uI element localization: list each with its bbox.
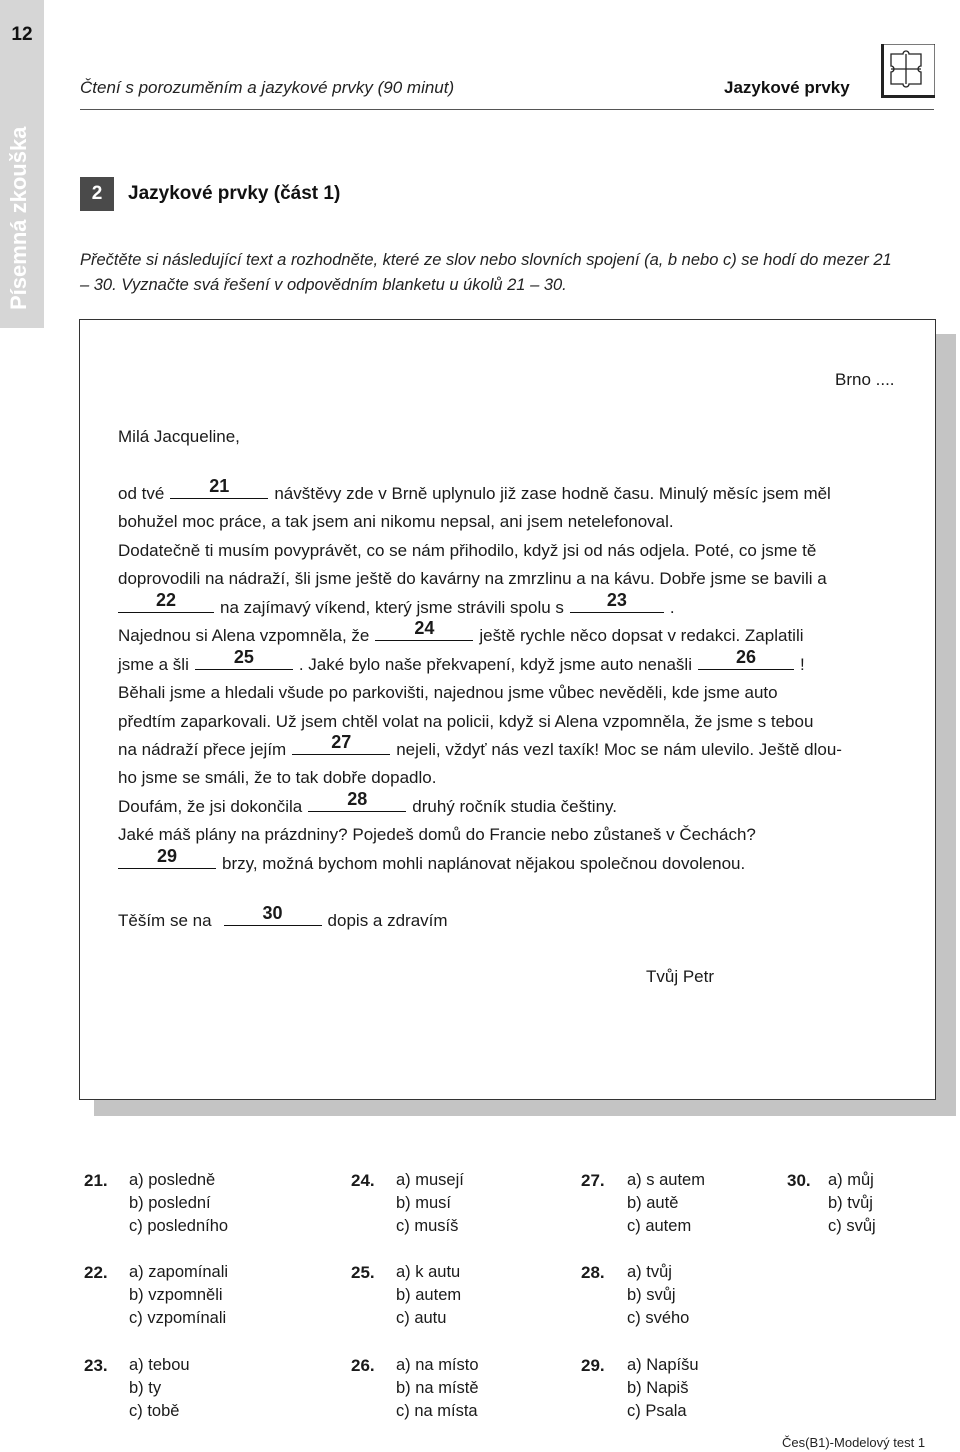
letter-line: jsme a šli 25 . Jaké bylo naše překvapení, když jsme auto nenašli 26 ! bbox=[118, 647, 805, 674]
letter-line: Dodatečně ti musím povyprávět, co se nám přihodilo, když jsi od nás odjela. Poté, co jsme tě bbox=[118, 541, 817, 560]
option-b: b) musí bbox=[396, 1194, 452, 1212]
letter-line: 29 brzy, možná bychom mohli naplánovat nějakou společnou dovolenou. bbox=[112, 854, 745, 874]
option-a: a) musejí bbox=[396, 1171, 464, 1189]
header-right-text: Jazykové prvky bbox=[724, 78, 850, 97]
option-b: b) ty bbox=[129, 1379, 162, 1397]
letter-line: Doufám, že jsi dokončila 28 druhý ročník studia češtiny. bbox=[118, 789, 617, 816]
option-b: b) svůj bbox=[627, 1286, 676, 1304]
letter-line: doprovodili na nádraží, šli jsme ještě do kavárny na zmrzlinu a na kávu. Dobře jsme se bavili a bbox=[118, 569, 827, 588]
gap-21: 21 bbox=[170, 484, 268, 499]
footer-text: Čes(B1)-Modelový test 1 bbox=[782, 1435, 926, 1450]
option-b: b) autě bbox=[627, 1194, 679, 1212]
option-c: c) svého bbox=[627, 1309, 690, 1327]
gap-28: 28 bbox=[308, 797, 406, 812]
option-number: 22. bbox=[84, 1263, 108, 1282]
section-title: Jazykové prvky (část 1) bbox=[128, 183, 341, 204]
option-number: 24. bbox=[351, 1171, 375, 1190]
option-number: 30. bbox=[787, 1171, 811, 1190]
option-group bbox=[396, 1261, 461, 1330]
gap-24: 24 bbox=[375, 626, 473, 641]
letter-signature: Tvůj Petr bbox=[646, 967, 715, 986]
gap-30: 30 bbox=[224, 911, 322, 926]
option-group bbox=[129, 1354, 190, 1423]
option-c: c) svůj bbox=[828, 1217, 876, 1235]
option-group bbox=[627, 1169, 705, 1238]
line-text: návštěvy zde v Brně uplynulo již zase hodně času. Minulý měsíc jsem měl bbox=[274, 484, 831, 503]
option-number: 25. bbox=[351, 1263, 375, 1282]
option-c: c) vzpomínali bbox=[129, 1309, 227, 1327]
line-text: od tvé bbox=[118, 484, 165, 503]
option-b: b) autem bbox=[396, 1286, 462, 1304]
option-b: b) vzpomněli bbox=[129, 1286, 223, 1304]
option-c: c) autem bbox=[627, 1217, 692, 1235]
option-number: 28. bbox=[581, 1263, 605, 1282]
header-left-text: Čtení s porozuměním a jazykové prvky (90 minut) bbox=[80, 78, 455, 97]
option-group bbox=[129, 1169, 228, 1238]
letter-greeting: Milá Jacqueline, bbox=[118, 427, 240, 446]
gap-25: 25 bbox=[195, 655, 293, 670]
gap-27: 27 bbox=[292, 740, 390, 755]
option-group bbox=[627, 1261, 689, 1330]
option-group bbox=[828, 1169, 876, 1238]
gap-22: 22 bbox=[118, 598, 214, 613]
option-number: 21. bbox=[84, 1171, 108, 1190]
puzzle-icon bbox=[881, 44, 935, 98]
option-c: c) Psala bbox=[627, 1402, 687, 1420]
option-b: b) Napiš bbox=[627, 1379, 689, 1397]
option-c: c) tobě bbox=[129, 1402, 180, 1420]
letter-line: Těším se na 30 dopis a zdravím bbox=[118, 903, 448, 930]
option-b: b) tvůj bbox=[828, 1194, 873, 1212]
option-group bbox=[627, 1354, 699, 1423]
letter-line: 22 na zajímavý víkend, který jsme strávili spolu s 23 . bbox=[112, 598, 675, 618]
letter-line: Běhali jsme a hledali všude po parkovišti, najednou jsme vůbec nevěděli, kde jsme auto bbox=[118, 683, 778, 702]
option-b: b) na místě bbox=[396, 1379, 479, 1397]
letter-line bbox=[118, 476, 831, 504]
option-group bbox=[129, 1261, 228, 1330]
option-a: a) na místo bbox=[396, 1356, 479, 1374]
option-number: 26. bbox=[351, 1356, 375, 1375]
option-a: a) zapomínali bbox=[129, 1263, 229, 1281]
letter-line: předtím zaparkovali. Už jsem chtěl volat na policii, když si Alena vzpomněla, že jsme s tebou bbox=[118, 712, 814, 731]
instruction-text: Přečtěte si následující text a rozhodněte, které ze slov nebo slovních spojení (a, b nebo c) se hodí do mezer 21 – 30. Vyznačte svá řešení v odpovědním blanketu u úkolů 21 – 30. bbox=[80, 251, 892, 294]
option-a: a) můj bbox=[828, 1171, 874, 1189]
gap-29: 29 bbox=[118, 854, 216, 869]
page-number: 12 bbox=[11, 24, 33, 45]
letter-line: ho jsme se smáli, že to tak dobře dopadlo. bbox=[118, 768, 437, 787]
option-a: a) k autu bbox=[396, 1263, 461, 1281]
letter-line: Jaké máš plány na prázdniny? Pojedeš domů do Francie nebo zůstaneš v Čechách? bbox=[118, 825, 756, 844]
gap-23: 23 bbox=[570, 598, 664, 613]
option-number: 27. bbox=[581, 1171, 605, 1190]
letter-line: bohužel moc práce, a tak jsem ani nikomu nepsal, ani jsem netelefonoval. bbox=[118, 512, 674, 531]
option-a: a) s autem bbox=[627, 1171, 705, 1189]
option-a: a) Napíšu bbox=[627, 1356, 699, 1374]
letter-line: Najednou si Alena vzpomněla, že 24 ještě rychle něco dopsat v redakci. Zaplatili bbox=[118, 618, 804, 645]
option-number: 29. bbox=[581, 1356, 605, 1375]
option-c: c) na místa bbox=[396, 1402, 478, 1420]
option-a: a) tebou bbox=[129, 1356, 190, 1374]
option-c: c) musíš bbox=[396, 1217, 459, 1235]
option-number: 23. bbox=[84, 1356, 108, 1375]
option-c: c) autu bbox=[396, 1309, 447, 1327]
option-a: a) tvůj bbox=[627, 1263, 672, 1281]
side-label: Písemná zkouška bbox=[6, 126, 31, 310]
gap-26: 26 bbox=[698, 655, 794, 670]
header-rule bbox=[80, 109, 934, 110]
option-group bbox=[396, 1169, 464, 1238]
option-c: c) posledního bbox=[129, 1217, 229, 1235]
option-group bbox=[396, 1354, 479, 1423]
option-a: a) posledně bbox=[129, 1171, 216, 1189]
section-number-badge: 2 bbox=[80, 177, 114, 211]
option-b: b) poslední bbox=[129, 1194, 211, 1212]
letter-line: na nádraží přece jejím 27 nejeli, vždyť nás vezl taxík! Moc se nám ulevilo. Ještě dlou- bbox=[118, 732, 842, 759]
letter-place: Brno .... bbox=[835, 370, 895, 389]
